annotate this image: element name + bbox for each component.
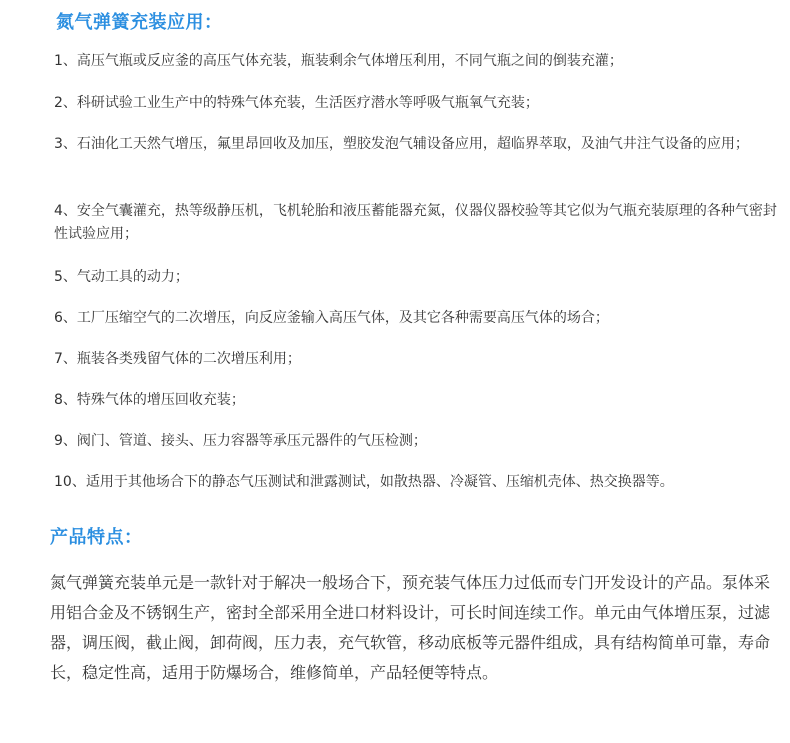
usage-item-10: 10、适用于其他场合下的静态气压测试和泄露测试，如散热器、冷凝管、压缩机壳体、热交换器等。 [54, 474, 674, 490]
usage-item-8: 8、特殊气体的增压回收充装； [54, 392, 245, 408]
usage-item-6: 6、工厂压缩空气的二次增压，向反应釜输入高压气体，及其它各种需要高压气体的场合； [54, 310, 609, 326]
usage-item-2: 2、科研试验工业生产中的特殊气体充装，生活医疗潜水等呼吸气瓶氧气充装； [54, 95, 539, 111]
usage-item-4: 4、安全气囊灌充，热等级静压机，飞机轮胎和液压蓄能器充氮，仪器仪器校验等其它似为气瓶充装原理的各种气密封性试验应用； [54, 203, 777, 242]
usage-item-9: 9、阀门、管道、接头、压力容器等承压元器件的气压检测； [54, 433, 427, 449]
usage-item-5: 5、气动工具的动力； [54, 269, 189, 285]
features-paragraph: 氮气弹簧充装单元是一款针对于解决一般场合下，预充装气体压力过低而专门开发设计的产品。泵体采用铝合金及不锈钢生产，密封全部采用全进口材料设计，可长时间连续工作。单元由气体增压泵，过滤器，调压阀，截止阀，卸荷阀，压力表，充气软管，移动底板等元器件组成，具有结构简单可靠，寿命长，稳定性高，适用于防爆场合，维修简单，产品轻便等特点。 [50, 573, 771, 682]
features-section-title: 产品特点： [50, 527, 143, 548]
usage-item-7: 7、瓶装各类残留气体的二次增压利用； [54, 351, 301, 367]
usage-item-3: 3、石油化工天然气增压，氟里昂回收及加压，塑胶发泡气辅设备应用，超临界萃取，及油气井注气设备的应用； [54, 136, 749, 152]
usage-section-title: 氮气弹簧充装应用： [56, 12, 223, 33]
usage-item-1: 1、高压气瓶或反应釜的高压气体充装，瓶装剩余气体增压利用，不同气瓶之间的倒装充灌； [54, 53, 623, 69]
